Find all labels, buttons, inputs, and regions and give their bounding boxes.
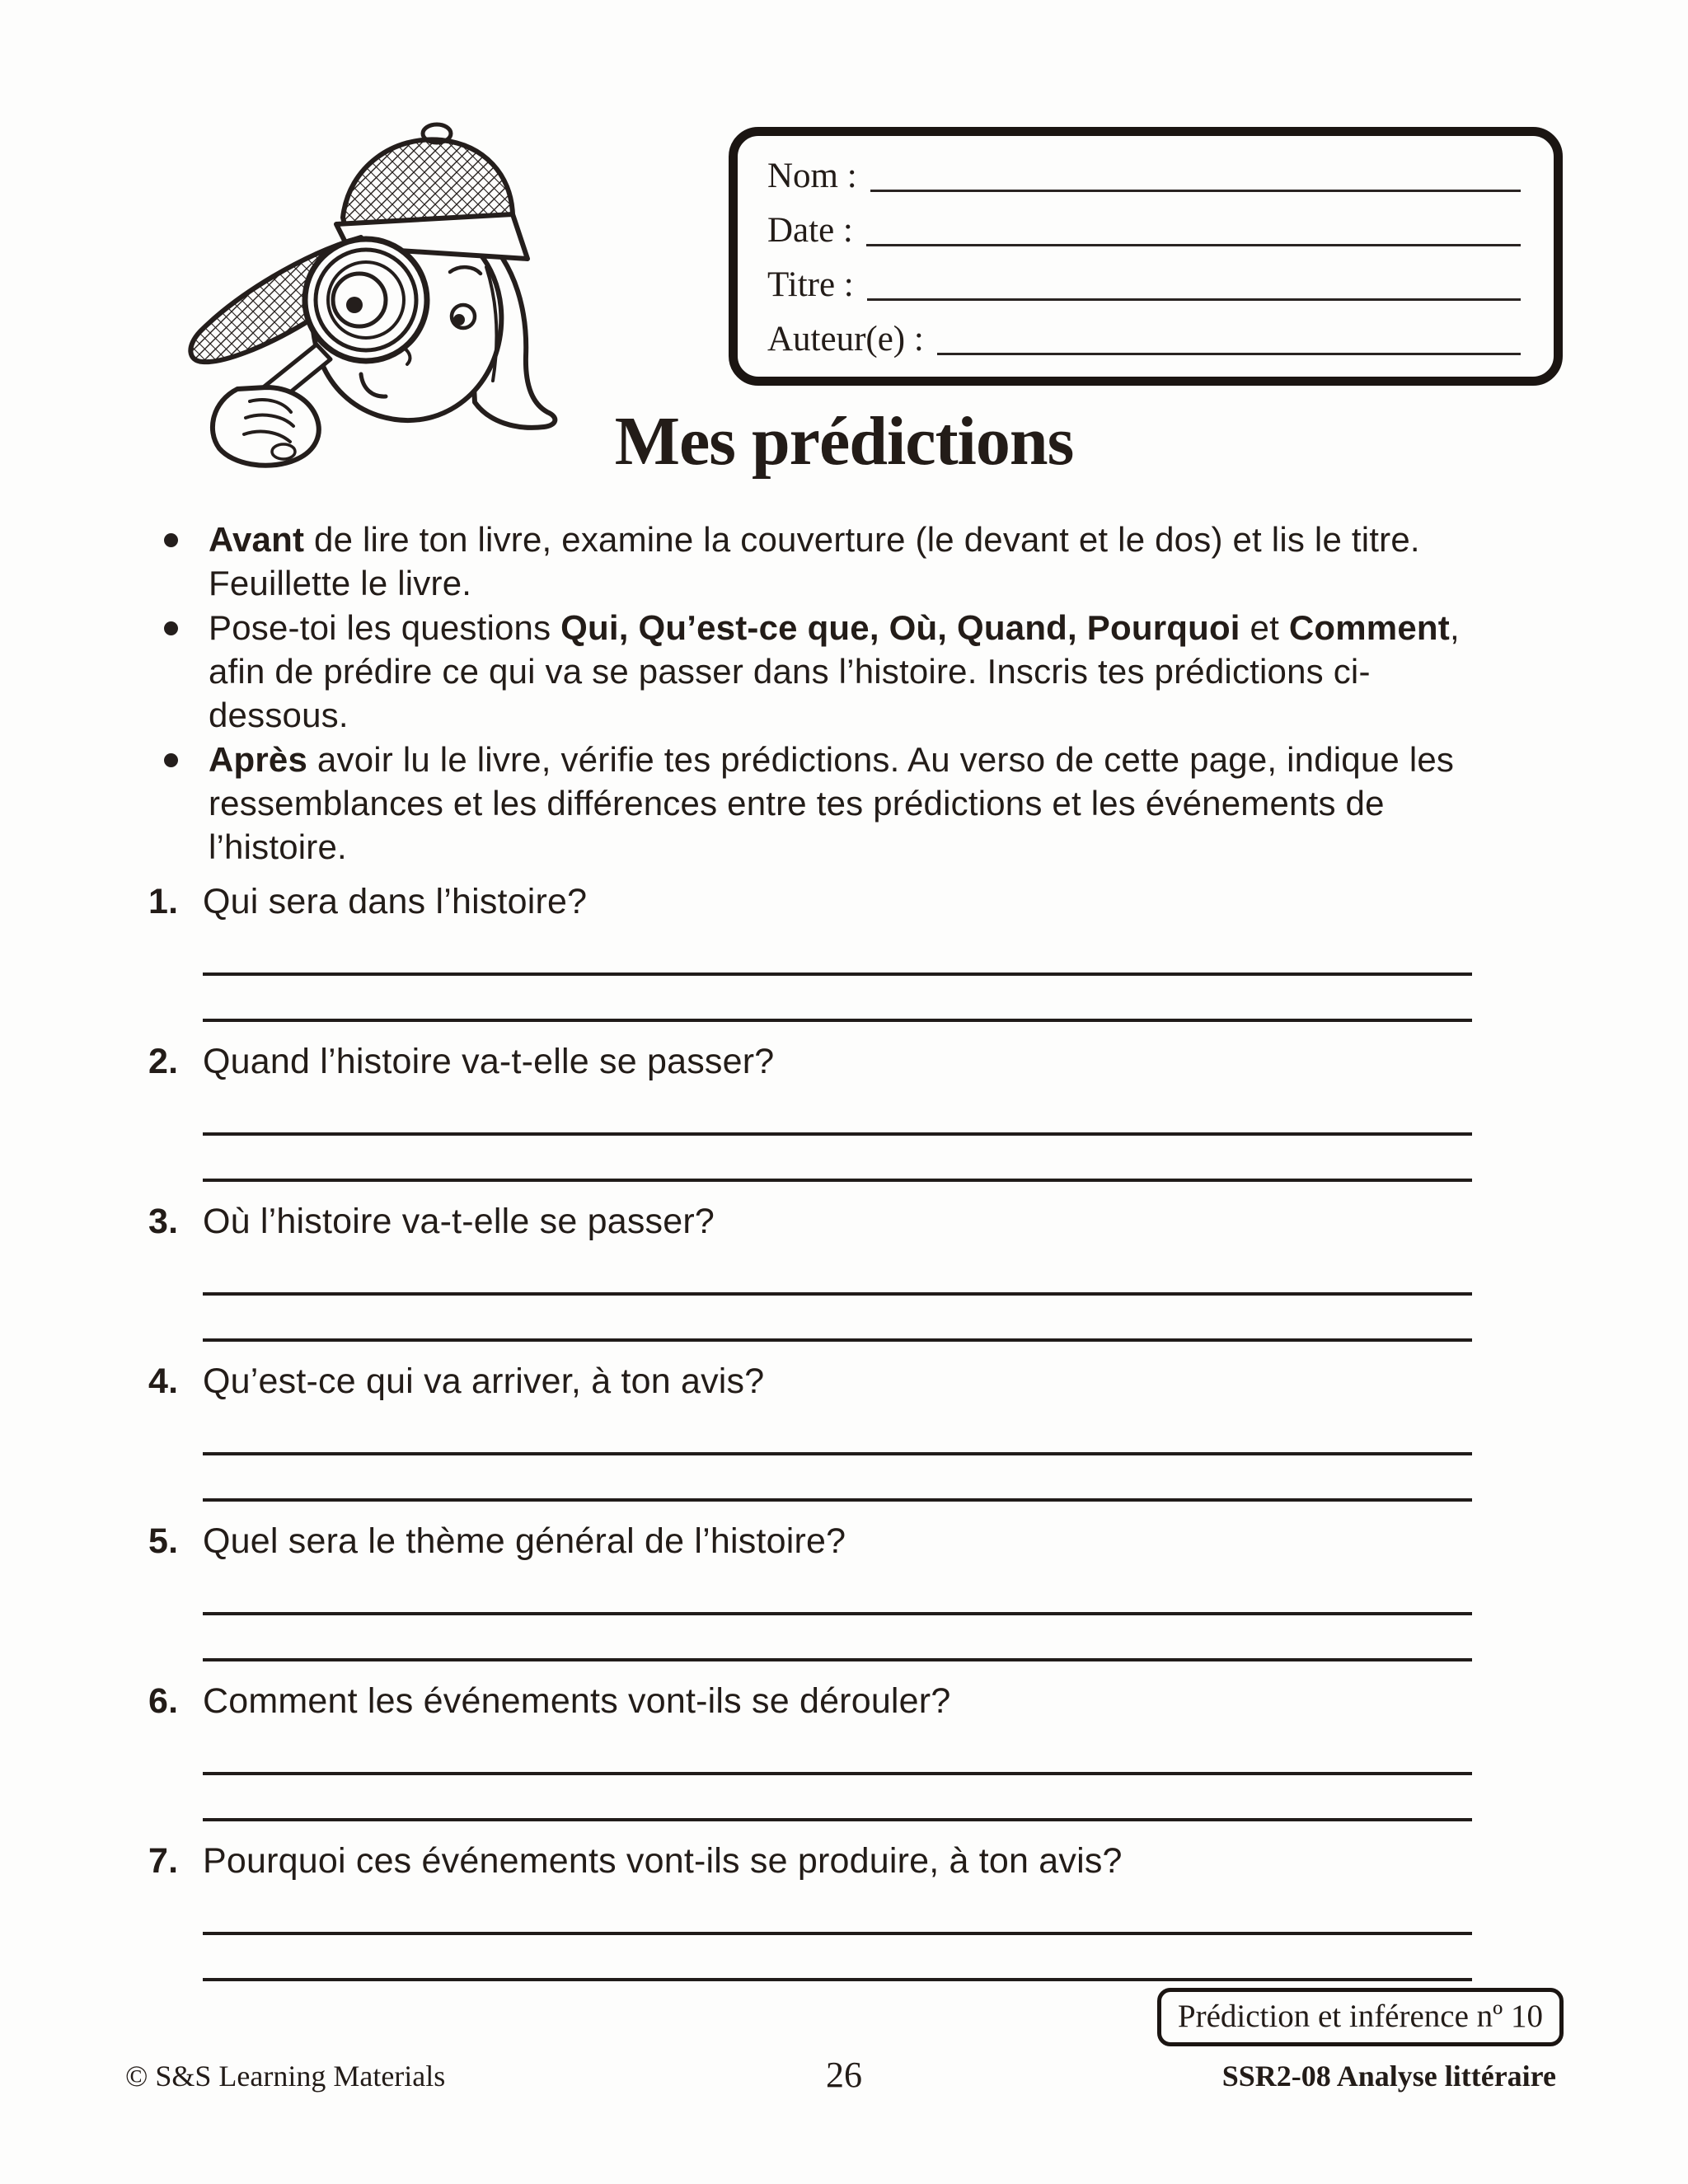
- answer-line: [203, 1978, 1472, 1981]
- instruction-item: [162, 518, 1477, 605]
- answer-line: [203, 1498, 1472, 1502]
- instruction-item: [162, 606, 1477, 737]
- question-item: [148, 1040, 1475, 1182]
- date-label: Date :: [767, 211, 853, 250]
- auteur-field-line: [937, 353, 1521, 355]
- footer-page-number: 26: [826, 2055, 862, 2095]
- answer-line: [203, 1818, 1472, 1821]
- question-number: 5.: [148, 1521, 179, 1561]
- question-number: 4.: [148, 1361, 179, 1401]
- bullet-dot-icon: [164, 621, 178, 635]
- question-number: 7.: [148, 1841, 179, 1881]
- question-number: 2.: [148, 1042, 179, 1081]
- question-text: Pourquoi ces événements vont-ils se produire, à ton avis?: [203, 1841, 1123, 1881]
- titre-label: Titre :: [767, 265, 854, 304]
- question-text: Qu’est-ce qui va arriver, à ton avis?: [203, 1361, 765, 1401]
- question-number: 6.: [148, 1681, 179, 1721]
- bullet-dot-icon: [164, 753, 178, 767]
- instruction-text: Avant de lire ton livre, examine la couverture (le devant et le dos) et lis le titre. Feuillette le livre.: [209, 520, 1420, 602]
- titre-field-line: [867, 298, 1521, 301]
- question-text: Quel sera le thème général de l’histoire?: [203, 1521, 846, 1561]
- answer-line: [203, 1612, 1472, 1615]
- instruction-text: Après avoir lu le livre, vérifie tes prédictions. Au verso de cette page, indique les ressemblances et les différences entre tes prédictions et les événements de l’histoire.: [209, 740, 1455, 866]
- question-text: Quand l’histoire va-t-elle se passer?: [203, 1042, 775, 1081]
- instruction-item: [162, 738, 1477, 869]
- question-number: 1.: [148, 882, 179, 921]
- answer-line: [203, 1338, 1472, 1342]
- question-text: Comment les événements vont-ils se dérouler?: [203, 1681, 951, 1721]
- answer-line: [203, 1019, 1472, 1022]
- date-field: [767, 197, 1524, 251]
- question-number: 3.: [148, 1202, 179, 1241]
- answer-line: [203, 972, 1472, 976]
- auteur-field: [767, 306, 1524, 360]
- question-item: [148, 1200, 1475, 1342]
- footer-copyright: © S&S Learning Materials: [125, 2060, 446, 2093]
- auteur-label: Auteur(e) :: [767, 320, 924, 359]
- question-item: [148, 1520, 1475, 1661]
- question-item: [148, 1360, 1475, 1502]
- answer-line: [203, 1452, 1472, 1455]
- question-item: [148, 880, 1475, 1022]
- titre-field: [767, 251, 1524, 306]
- question-item: [148, 1840, 1475, 1981]
- answer-line: [203, 1772, 1472, 1775]
- footer-series: SSR2-08 Analyse littéraire: [1221, 2060, 1556, 2093]
- nom-label: Nom :: [767, 157, 857, 195]
- answer-line: [203, 1179, 1472, 1182]
- question-item: [148, 1680, 1475, 1821]
- page-title: Mes prédictions: [614, 403, 1074, 480]
- instructions-list: [162, 518, 1477, 869]
- category-badge: Prédiction et inférence nº 10: [1157, 1988, 1564, 2046]
- answer-line: [203, 1132, 1472, 1136]
- answer-line: [203, 1932, 1472, 1935]
- student-info-box: [729, 127, 1563, 386]
- answer-line: [203, 1292, 1472, 1296]
- date-field-line: [866, 244, 1521, 246]
- question-text: Qui sera dans l’histoire?: [203, 882, 588, 921]
- nom-field: [767, 152, 1524, 197]
- instruction-text: Pose-toi les questions Qui, Qu’est-ce que, Où, Quand, Pourquoi et Comment, afin de prédire ce qui va se passer dans l’histoire. Inscris tes prédictions ci-dessous.: [209, 608, 1460, 734]
- answer-line: [203, 1658, 1472, 1661]
- bullet-dot-icon: [164, 533, 178, 547]
- nom-field-line: [870, 190, 1521, 192]
- question-text: Où l’histoire va-t-elle se passer?: [203, 1202, 715, 1241]
